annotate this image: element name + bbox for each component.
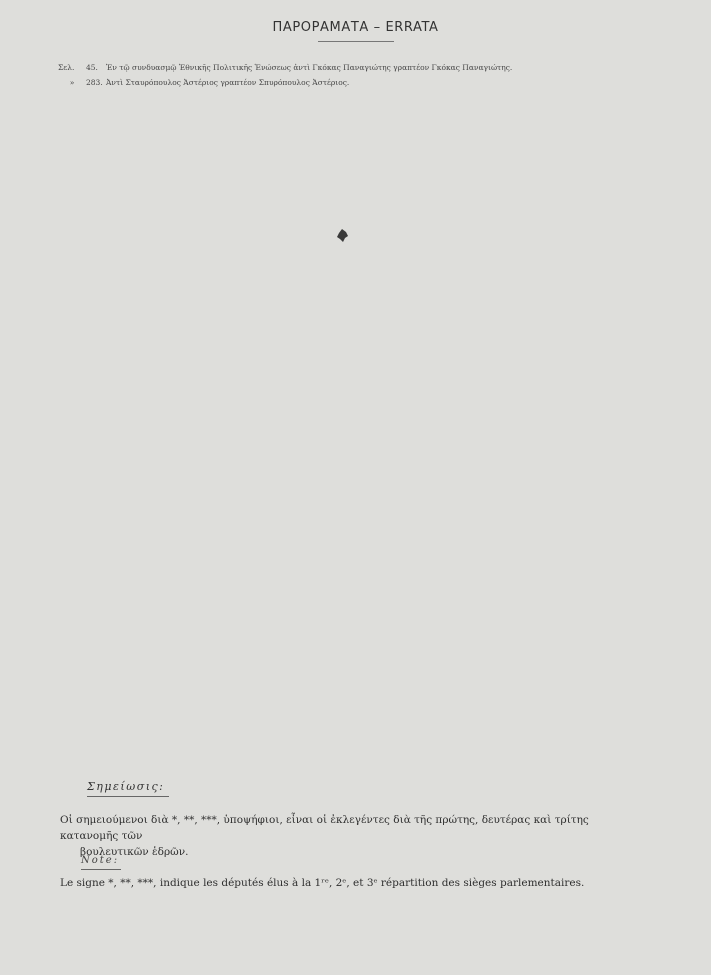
errata-entry [58,78,349,87]
notes-heading-underline [87,796,169,797]
note-heading-underline [81,869,121,870]
errata-text: Ἀντὶ Σταυρόπουλος Ἀστέριος γραπτέον Σπυρόπουλος Ἀστέριος. [106,78,350,87]
greek-note-text [60,812,650,860]
ink-blot-mark [337,229,348,242]
title-rule [318,41,394,42]
french-note-text: Le signe *, **, ***, indique les députés élus à la 1ʳᵉ, 2ᵉ, et 3ᵉ répartition des sièges parlementaires. [60,877,585,889]
note-heading: Note: [81,855,120,866]
errata-page-number: 45. [86,63,98,72]
errata-entry [58,63,512,72]
errata-page-abbr: » [69,78,75,87]
greek-note-line: Οἱ σημειούμενοι διὰ *, **, ***, ὑποψήφιοι, εἶναι οἱ ἐκλεγέντες διὰ τῆς πρώτης, δευτέρας καὶ τρίτης κατανομῆς τῶν [60,814,589,842]
notes-heading: Σημείωσις: [87,780,165,793]
errata-page-abbr: Σελ. [58,63,75,72]
page-title: ΠΑΡΟΡΑΜΑΤΑ – ERRATA [272,20,439,35]
errata-page-number: 283. [86,78,103,87]
errata-text: Ἐν τῷ συνδυασμῷ Ἐθνικῆς Πολιτικῆς Ἑνώσεως ἀντὶ Γκόκας Παναγιώτης γραπτέον Γκόκας Παναγιώτης. [106,63,513,72]
greek-note-line: βουλευτικῶν ἑδρῶν. [80,846,189,858]
